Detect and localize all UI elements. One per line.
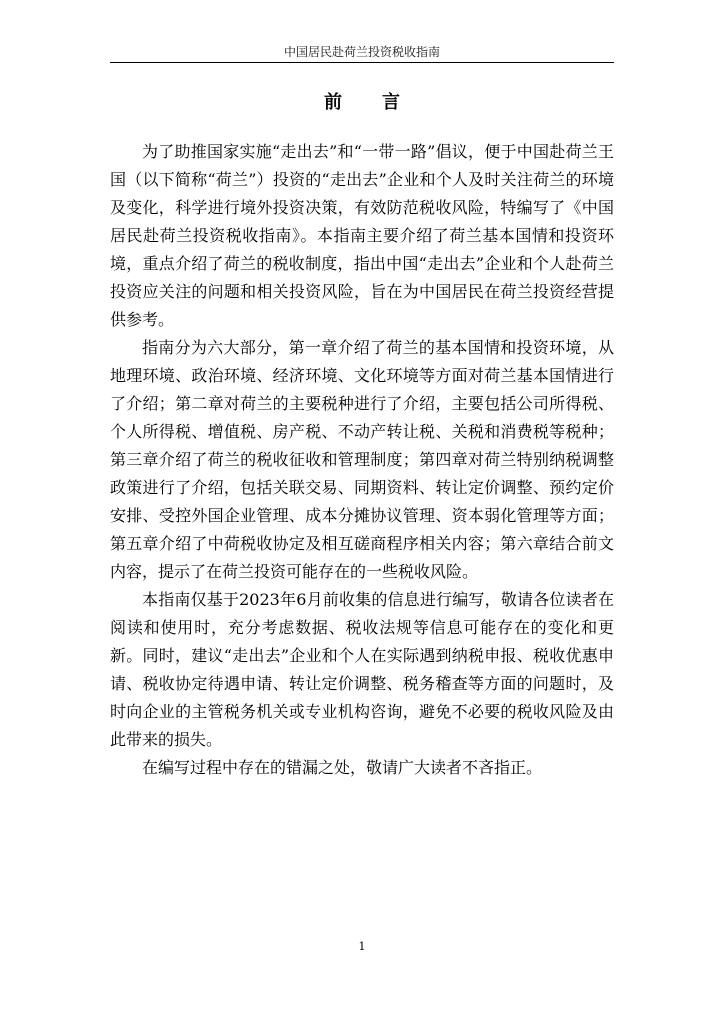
page-number: 1 — [358, 940, 366, 953]
paragraph-structure: 指南分为六大部分，第一章介绍了荷兰的基本国情和投资环境，从地理环境、政治环境、经济环境、文化环境等方面对荷兰基本国情进行了介绍；第二章对荷兰的主要税种进行了介绍，主要包括公司所得税、个人所得税、增值税、房产税、不动产转让税、关税和消费税等税种；第三章介绍了荷兰的税收征收和管理制度；第四章对荷兰特别纳税调整政策进行了介绍，包括关联交易、同期资料、转让定价调整、预约定价安排、受控外国企业管理、成本分摊协议管理、资本弱化管理等方面；第五章介绍了中荷税收协定及相互磋商程序相关内容；第六章结合前文内容，提示了在荷兰投资可能存在的一些税收风险。 — [110, 338, 614, 581]
body-text — [110, 138, 614, 782]
page-title: 前言 — [324, 92, 440, 113]
running-header: 中国居民赴荷兰投资税收指南 — [283, 45, 440, 59]
header-rule — [110, 62, 614, 63]
paragraph-closing: 在编写过程中存在的错漏之处，敬请广大读者不吝指正。 — [142, 758, 543, 777]
paragraph-disclaimer: 本指南仅基于2023年6月前收集的信息进行编写，敬请各位读者在阅读和使用时，充分考虑数据、税收法规等信息可能存在的变化和更新。同时，建议“走出去”企业和个人在实际遇到纳税申报、税收优惠申请、税收协定待遇申请、转让定价调整、税务稽查等方面的问题时，及时向企业的主管税务机关或专业机构咨询，避免不必要的税收风险及由此带来的损失。 — [110, 590, 614, 749]
paragraph-purpose: 为了助推国家实施“走出去”和“一带一路”倡议，便于中国赴荷兰王国（以下简称“荷兰”）投资的“走出去”企业和个人及时关注荷兰的环境及变化，科学进行境外投资决策，有效防范税收风险，特编写了《中国居民赴荷兰投资税收指南》。本指南主要介绍了荷兰基本国情和投资环境，重点介绍了荷兰的税收制度，指出中国“走出去”企业和个人赴荷兰投资应关注的问题和相关投资风险，旨在为中国居民在荷兰投资经营提供参考。 — [110, 142, 614, 329]
